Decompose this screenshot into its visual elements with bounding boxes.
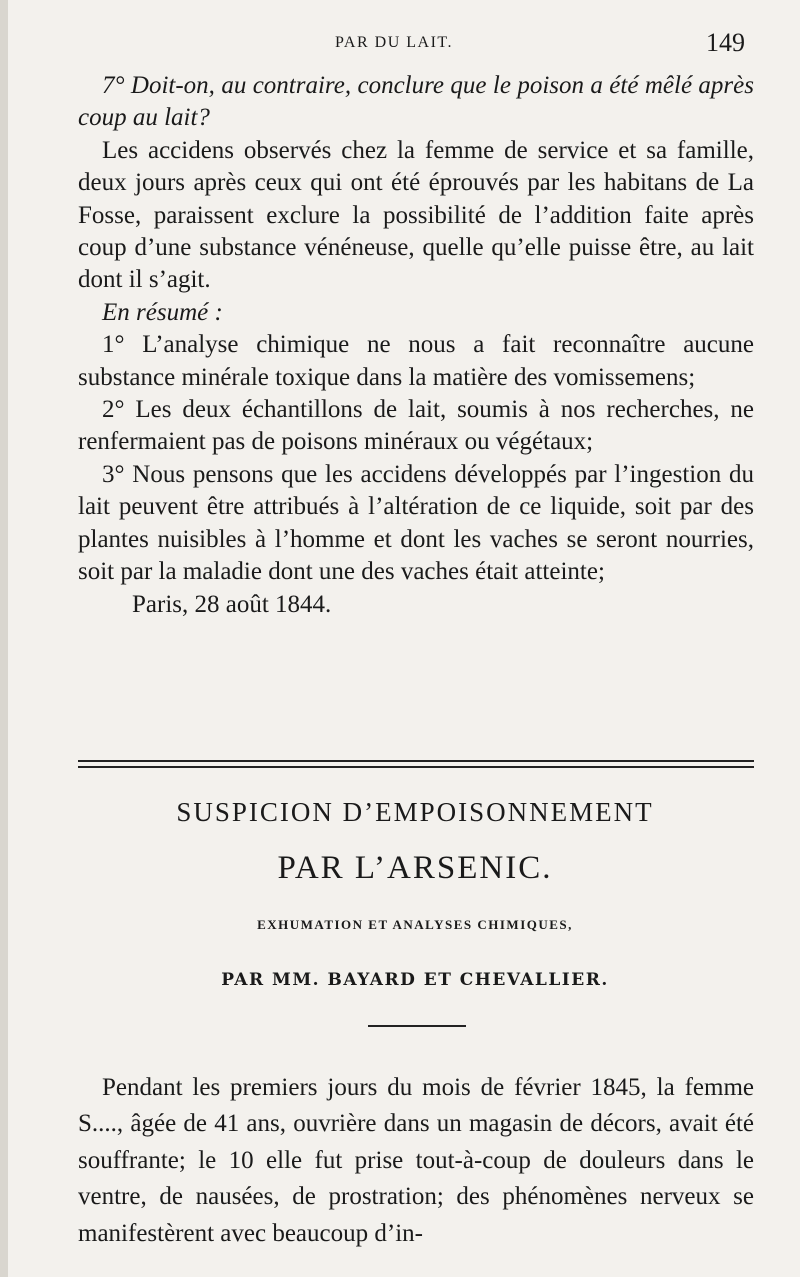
article-title-line-2: PAR L’ARSENIC. <box>277 850 553 886</box>
section-divider <box>78 760 754 768</box>
page-number: 149 <box>706 28 745 57</box>
summary-point-2: 2° Les deux échantillons de lait, soumis à nos recherches, ne renfermaient pas de poisons minéraux ou végétaux; <box>78 396 754 456</box>
article-opening-paragraph: Pendant les premiers jours du mois de février 1845, la femme S...., âgée de 41 ans, ouvrière dans un magasin de décors, avait été souffrante; le 10 elle fut prise tout-à-coup de douleurs dans le ventre, de nausées, de prostration; des phénomènes nerveux se manifestèrent avec beaucoup d’in- <box>78 1074 754 1247</box>
title-underline <box>368 1025 466 1027</box>
question-paragraph: 7° Doit-on, au contraire, conclure que le poison a été mêlé après coup au lait? <box>78 72 754 132</box>
running-title: PAR DU LAIT. <box>335 34 454 51</box>
article-subtitle: EXHUMATION ET ANALYSES CHIMIQUES, <box>257 917 573 932</box>
signature-date: Paris, 28 août 1844. <box>132 590 332 618</box>
article-title-line-1: SUSPICION D’EMPOISONNEMENT <box>176 797 654 827</box>
body-paragraph: Les accidens observés chez la femme de service et sa famille, deux jours après ceux qui ont été éprouvés par les habitans de La Fosse, paraissent exclure la possibilité de l’addition faite après coup d’une substance vénéneuse, quelle qu’elle puisse être, au lait dont il s’agit. <box>78 136 754 294</box>
summary-point-3: 3° Nous pensons que les accidens développés par l’ingestion du lait peuvent être attribués à l’altération de ce liquide, soit par des plantes nuisibles à l’homme et dont les vaches se seront nourries, soit par la maladie dont une des vaches était atteinte; <box>78 460 754 586</box>
summary-heading: En résumé : <box>102 298 223 326</box>
page-header <box>0 28 800 62</box>
article-body <box>78 1070 754 1252</box>
summary-point-1: 1° L’analyse chimique ne nous a fait reconnaître aucune substance minérale toxique dans la matière des vomissemens; <box>78 331 754 391</box>
page-edge <box>0 0 8 1277</box>
article-authors: PAR MM. BAYARD ET CHEVALLIER. <box>221 970 609 990</box>
main-text-block <box>78 70 754 621</box>
